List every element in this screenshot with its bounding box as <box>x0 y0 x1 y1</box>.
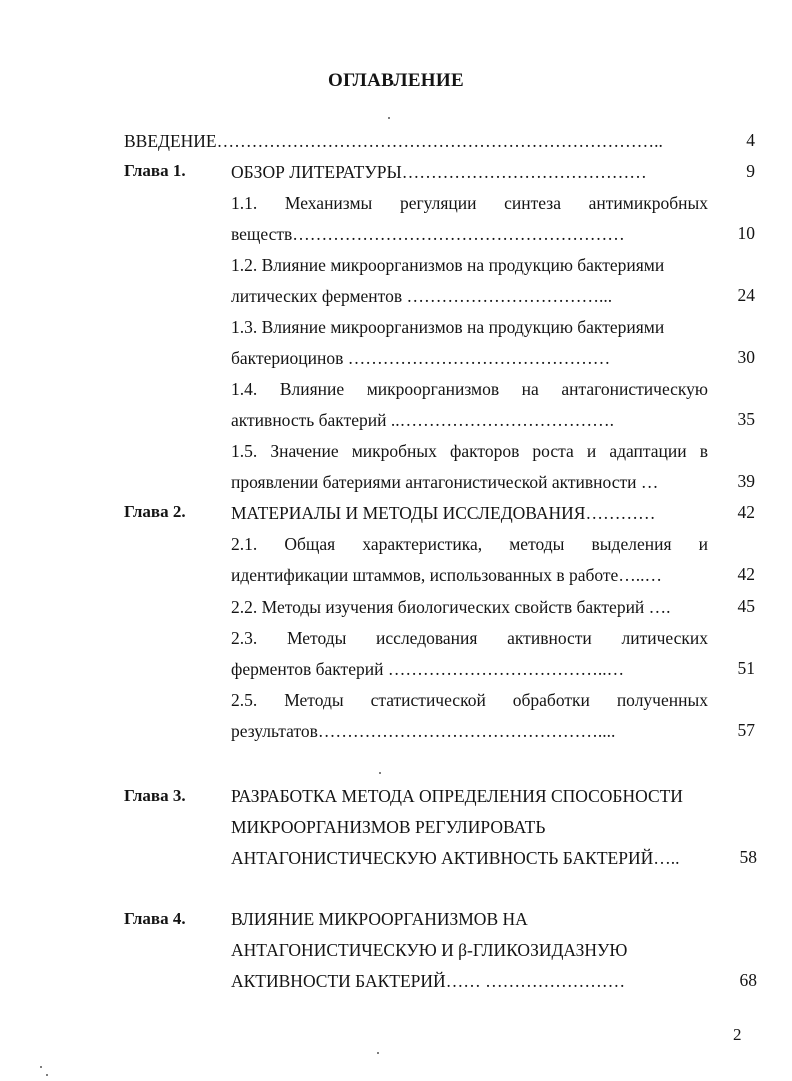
chapter-1-page: 9 <box>746 161 755 181</box>
section-1-4-line2: активность бактерий ..………………………………. <box>231 410 614 430</box>
section-1-1-page: 10 <box>737 223 755 243</box>
chapter-3-line2: МИКРООРГАНИЗМОВ РЕГУЛИРОВАТЬ <box>231 817 546 837</box>
scan-speck <box>379 772 381 774</box>
section-1-5-line2: проявлении батериями антагонистической активности … <box>231 472 659 492</box>
chapter-2-page: 42 <box>737 502 755 522</box>
chapter-4-line2: АНТАГОНИСТИЧЕСКУЮ И β-ГЛИКОЗИДАЗНУЮ <box>231 940 628 960</box>
section-2-5-line2: результатов………………………………………….... <box>231 721 616 741</box>
section-1-5-line1: 1.5. Значение микробных факторов роста и адаптации в <box>231 441 708 461</box>
section-2-2-page: 45 <box>737 596 755 616</box>
scan-speck <box>40 1066 42 1068</box>
section-1-2-line1: 1.2. Влияние микроорганизмов на продукцию бактериями <box>231 255 665 275</box>
chapter-4-line3: АКТИВНОСТИ БАКТЕРИЙ…… …………………… <box>231 971 626 991</box>
chapter-3-line3: АНТАГОНИСТИЧЕСКУЮ АКТИВНОСТЬ БАКТЕРИЙ….. <box>231 848 680 868</box>
section-2-3-line1: 2.3. Методы исследования активности литических <box>231 628 708 648</box>
page-title: ОГЛАВЛЕНИЕ <box>328 70 464 91</box>
scan-speck <box>46 1074 48 1076</box>
section-2-5-line1: 2.5. Методы статистической обработки полученных <box>231 690 708 710</box>
section-1-3-page: 30 <box>737 347 755 367</box>
section-2-2-line1: 2.2. Методы изучения биологических свойств бактерий …. <box>231 597 671 617</box>
section-2-3-page: 51 <box>737 658 755 678</box>
toc-intro-page: 4 <box>746 130 755 150</box>
toc-intro: ВВЕДЕНИЕ………………………………………………………………….. <box>124 131 663 151</box>
section-2-5-page: 57 <box>737 720 755 740</box>
section-1-2-page: 24 <box>737 285 755 305</box>
chapter-2-label: Глава 2. <box>124 502 186 521</box>
section-1-1-line1: 1.1. Механизмы регуляции синтеза антимикробных <box>231 193 708 213</box>
chapter-4-label: Глава 4. <box>124 909 186 928</box>
chapter-4-line1: ВЛИЯНИЕ МИКРООРГАНИЗМОВ НА <box>231 909 528 929</box>
section-2-3-line2: ферментов бактерий ………………………………..… <box>231 659 625 679</box>
section-1-5-page: 39 <box>737 471 755 491</box>
section-2-1-line2: идентификации штаммов, использованных в работе…..… <box>231 565 663 585</box>
chapter-3-line1: РАЗРАБОТКА МЕТОДА ОПРЕДЕЛЕНИЯ СПОСОБНОСТИ <box>231 786 683 806</box>
section-2-1-page: 42 <box>737 564 755 584</box>
section-1-4-line1: 1.4. Влияние микроорганизмов на антагонистическую <box>231 379 708 399</box>
section-1-1-line2: веществ………………………………………………… <box>231 224 625 244</box>
scan-speck <box>388 117 390 119</box>
section-1-3-line1: 1.3. Влияние микроорганизмов на продукцию бактериями <box>231 317 665 337</box>
chapter-3-page: 58 <box>739 847 757 867</box>
scan-speck <box>377 1052 379 1054</box>
page-number: 2 <box>733 1025 742 1044</box>
section-2-1-line1: 2.1. Общая характеристика, методы выделения и <box>231 534 708 554</box>
chapter-1-title: ОБЗОР ЛИТЕРАТУРЫ…………………………………… <box>231 162 647 182</box>
chapter-4-page: 68 <box>739 970 757 990</box>
chapter-3-label: Глава 3. <box>124 786 186 805</box>
chapter-1-label: Глава 1. <box>124 161 186 180</box>
section-1-3-line2: бактериоцинов ……………………………………… <box>231 348 611 368</box>
section-1-2-line2: литических ферментов ……………………………... <box>231 286 613 306</box>
section-1-4-page: 35 <box>737 409 755 429</box>
chapter-2-title: МАТЕРИАЛЫ И МЕТОДЫ ИССЛЕДОВАНИЯ………… <box>231 503 656 523</box>
